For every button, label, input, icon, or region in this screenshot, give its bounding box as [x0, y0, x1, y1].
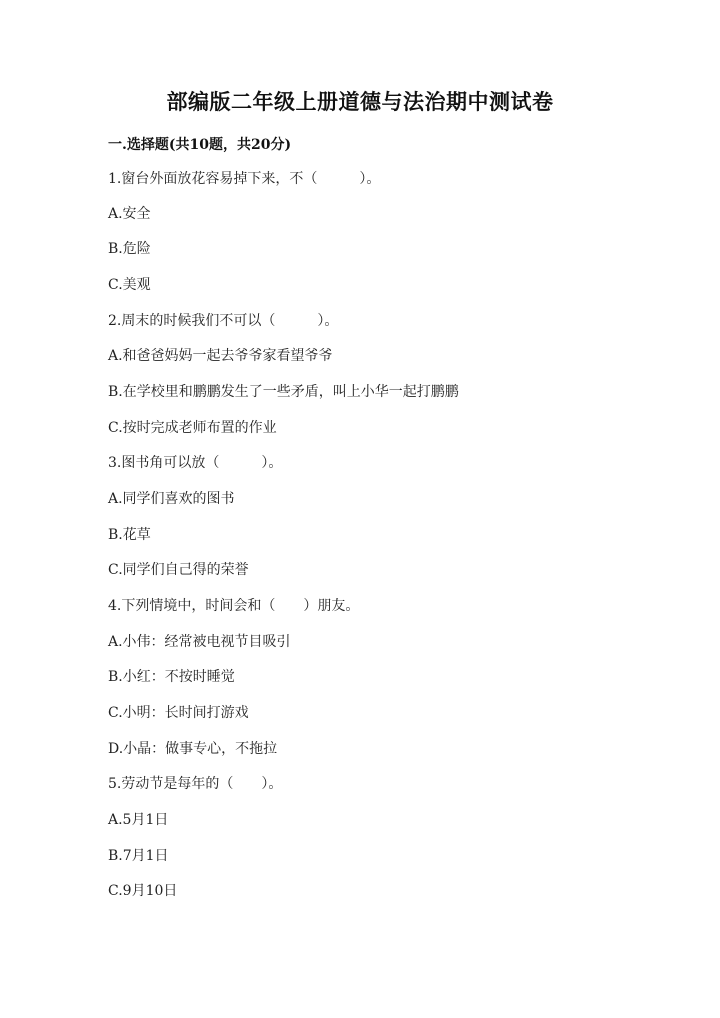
question-2-stem: 2.周末的时候我们不可以（ ）。: [108, 313, 339, 329]
question-3-option-c: C.同学们自己得的荣誉: [108, 562, 249, 578]
question-4-option-a: A.小伟：经常被电视节目吸引: [108, 634, 291, 650]
question-5-stem: 5.劳动节是每年的（ ）。: [108, 776, 283, 792]
question-5-option-a: A.5月1日: [108, 812, 169, 828]
question-4-option-b: B.小红：不按时睡觉: [108, 669, 235, 685]
question-2-option-c: C.按时完成老师布置的作业: [108, 420, 277, 436]
question-3-stem: 3.图书角可以放（ ）。: [108, 455, 283, 471]
page-title: 部编版二年级上册道德与法治期中测试卷: [166, 89, 554, 114]
question-3-option-a: A.同学们喜欢的图书: [108, 491, 235, 507]
question-1-option-b: B.危险: [108, 241, 151, 257]
section-heading: 一.选择题(共10题，共20分): [108, 137, 292, 153]
question-2-option-b: B.在学校里和鹏鹏发生了一些矛盾，叫上小华一起打鹏鹏: [108, 384, 459, 400]
question-4-option-d: D.小晶：做事专心，不拖拉: [108, 741, 278, 757]
question-4-stem: 4.下列情境中，时间会和（ ）朋友。: [108, 598, 360, 614]
question-5-option-b: B.7月1日: [108, 848, 169, 864]
question-5-option-c: C.9月10日: [108, 883, 178, 899]
question-1-option-c: C.美观: [108, 277, 151, 293]
question-1-stem: 1.窗台外面放花容易掉下来，不（ ）。: [108, 171, 381, 187]
question-1-option-a: A.安全: [108, 206, 151, 222]
question-2-option-a: A.和爸爸妈妈一起去爷爷家看望爷爷: [108, 348, 333, 364]
question-3-option-b: B.花草: [108, 527, 151, 543]
question-4-option-c: C.小明：长时间打游戏: [108, 705, 249, 721]
